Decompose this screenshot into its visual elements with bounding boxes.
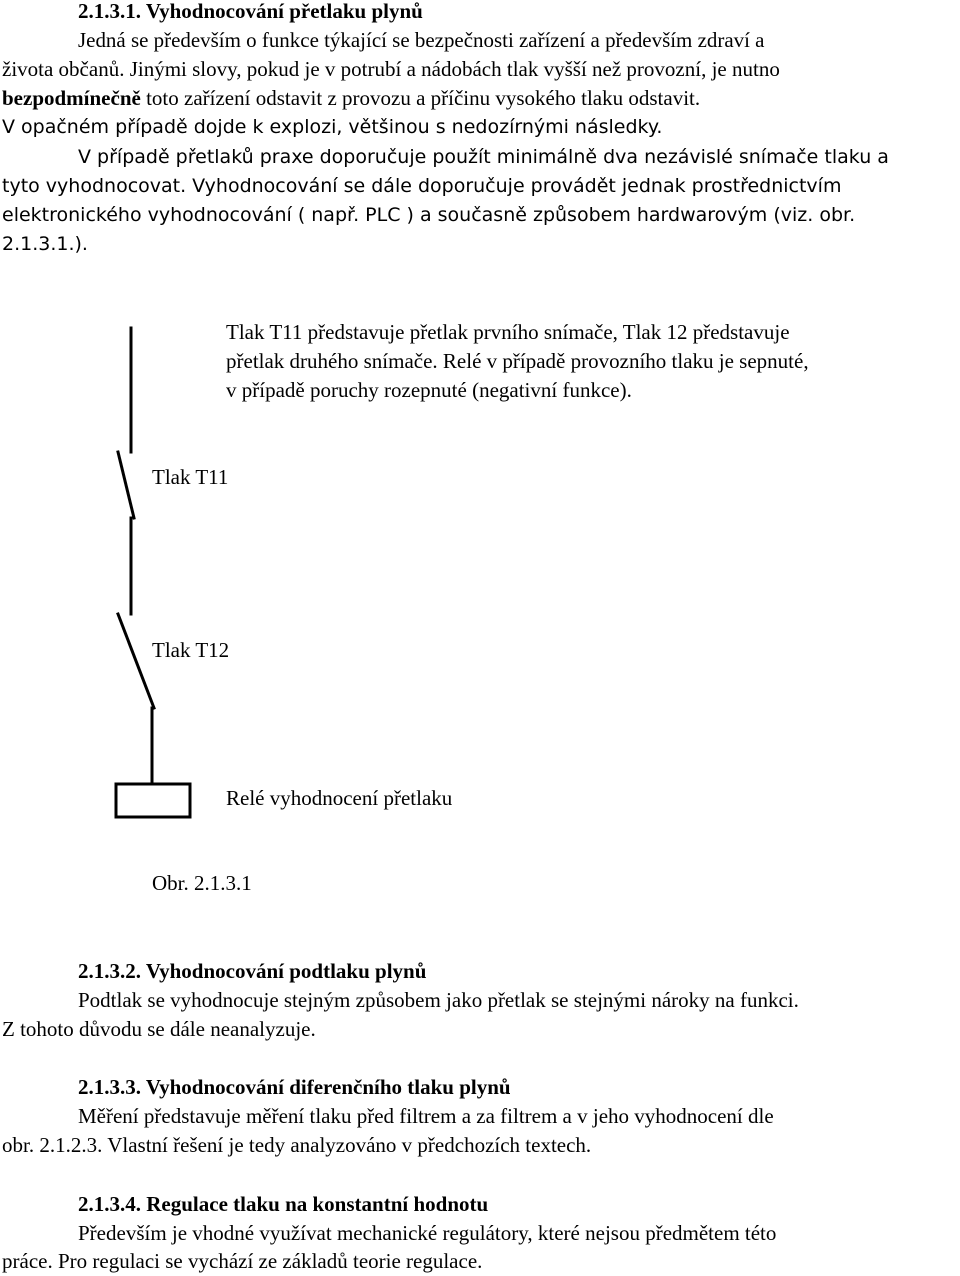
emphasis-text: bezpodmínečně [2, 86, 141, 110]
paragraph-line: 2.1.3.1.). [2, 233, 88, 255]
section-heading-regulation: 2.1.3.4. Regulace tlaku na konstantní hodnotu [78, 1192, 489, 1216]
paragraph-line: Z tohoto důvodu se dále neanalyzuje. [2, 1017, 316, 1041]
section-heading-differential: 2.1.3.3. Vyhodnocování diferenčního tlaku plynů [78, 1075, 511, 1099]
section-heading-overpressure: 2.1.3.1. Vyhodnocování přetlaku plynů [78, 0, 423, 23]
paragraph-line: Jedná se především o funkce týkající se bezpečnosti zařízení a především zdraví a [78, 28, 765, 52]
paragraph-line: Podtlak se vyhodnocuje stejným způsobem jako přetlak se stejnými nároky na funkci. [78, 988, 799, 1012]
section-heading-underpressure: 2.1.3.2. Vyhodnocování podtlaku plynů [78, 959, 427, 983]
paragraph-line: V případě přetlaků praxe doporučuje použít minimálně dva nezávislé snímače tlaku a [78, 146, 889, 168]
paragraph-line: V opačném případě dojde k explozi, většinou s nedozírnými následky. [2, 116, 663, 138]
paragraph-line: Především je vhodné využívat mechanické regulátory, které nejsou předmětem této [78, 1221, 777, 1245]
relay-coil-symbol [116, 784, 190, 817]
figure-description-line: Tlak T11 představuje přetlak prvního snímače, Tlak 12 představuje [226, 320, 790, 344]
contact-t12-switch [118, 614, 154, 708]
contact-t11-label: Tlak T11 [152, 465, 229, 489]
paragraph-line: práce. Pro regulaci se vychází ze základů teorie regulace. [2, 1249, 483, 1273]
figure-description-line: přetlak druhého snímače. Relé v případě provozního tlaku je sepnuté, [226, 349, 809, 373]
paragraph-line: tyto vyhodnocovat. Vyhodnocování se dále doporučuje provádět jednak prostřednictvím [2, 175, 842, 197]
paragraph-text: toto zařízení odstavit z provozu a příčinu vysokého tlaku odstavit. [140, 86, 701, 110]
relay-label: Relé vyhodnocení přetlaku [226, 786, 453, 810]
contact-t11-switch [118, 452, 134, 518]
contact-t12-label: Tlak T12 [152, 638, 230, 662]
paragraph-line: elektronického vyhodnocování ( např. PLC ) a současně způsobem hardwarovým (viz. obr. [2, 204, 856, 226]
paragraph-line: života občanů. Jinými slovy, pokud je v potrubí a nádobách tlak vyšší než provozní, je nutno [2, 57, 780, 81]
figure-description-line: v případě poruchy rozepnuté (negativní funkce). [226, 378, 632, 402]
figure-caption: Obr. 2.1.3.1 [152, 871, 252, 895]
paragraph-line: obr. 2.1.2.3. Vlastní řešení je tedy analyzováno v předchozích textech. [2, 1133, 592, 1157]
paragraph-line: Měření představuje měření tlaku před filtrem a za filtrem a v jeho vyhodnocení dle [78, 1104, 774, 1128]
